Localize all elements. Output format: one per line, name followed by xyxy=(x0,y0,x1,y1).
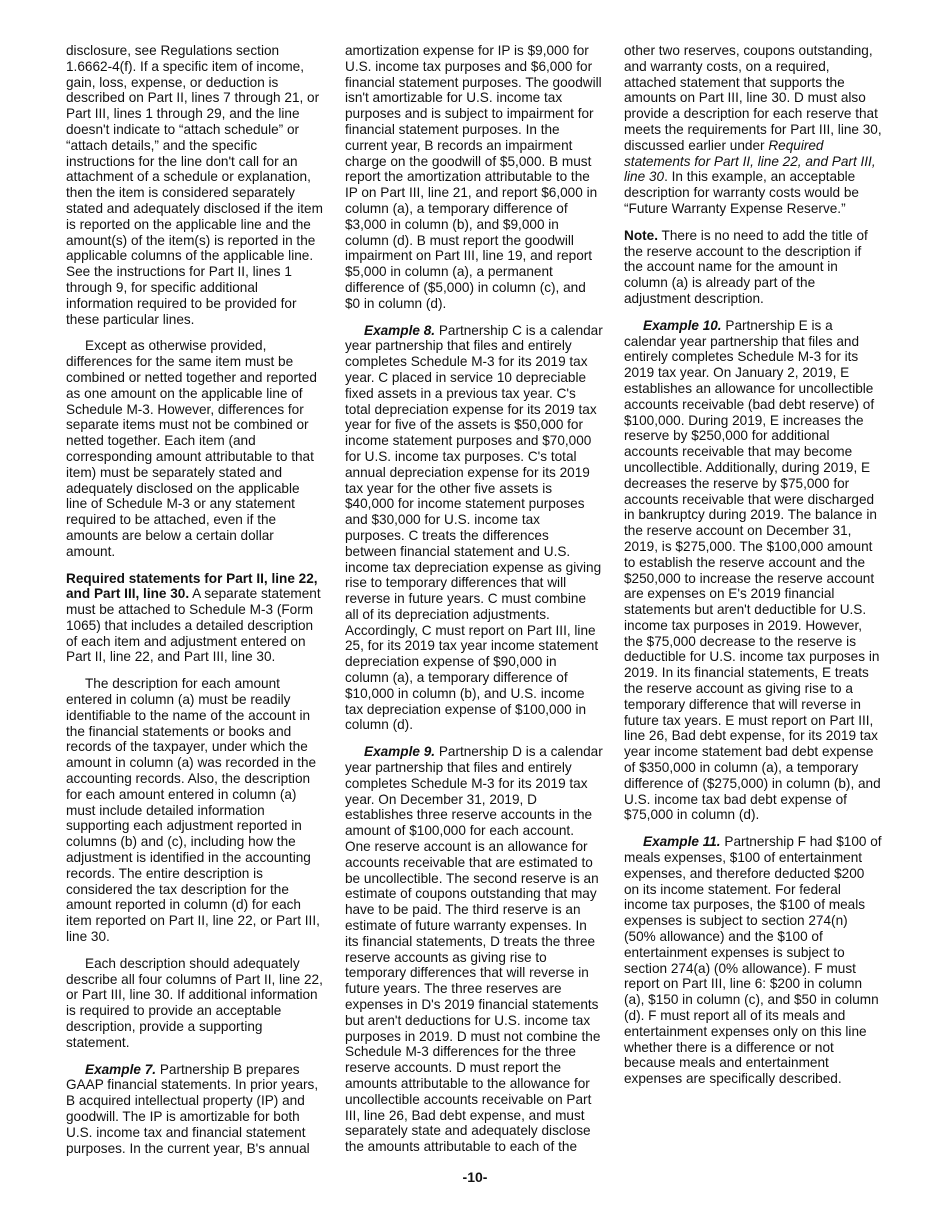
example-paragraph xyxy=(345,744,603,1155)
example-label: Example 10. xyxy=(643,317,722,333)
paragraph-text: Partnership E is a calendar year partnership that files and entirely completes Schedule M-3 for its 2019 tax year. On January 2, 2019, E establishes an allowance for uncollectible accounts receivable (bad debt reserve) of $100,000. During 2019, E increases the reserve by $250,000 for additional accounts receivable that may become uncollectible. Additionally, during 2019, E decreases the reserve by $75,000 for accounts receivable that were discharged in bankruptcy during 2019. The balance in the reserve account on December 31, 2019, is $275,000. The $100,000 amount to establish the reserve account and the $250,000 to increase the reserve account are expenses on E's 2019 financial statements but aren't deductible for U.S. income tax purposes in 2019. However, the $75,000 decrease to the reserve is deductible for U.S. income tax purposes in 2019. In its financial statements, E treats the reserve account as giving rise to a temporary difference that will reverse in future tax years. E must report on Part III, line 26, Bad debt expense, for its 2019 tax year income statement bad debt expense of $350,000 in column (a), a temporary difference of ($275,000) in column (b), and U.S. income tax bad debt expense of $75,000 in column (d). xyxy=(624,317,881,823)
paragraph: amortization expense for IP is $9,000 for U.S. income tax purposes and $6,000 for financial statement purposes. The goodwill isn't amortizable for U.S. income tax purposes and is subject to impairment for financial statement purposes. In the current year, B records an impairment charge on the goodwill of $5,000. B must report the amortization attributable to the IP on Part III, line 21, and report $6,000 in column (a), a temporary difference of $3,000 in column (b), and $9,000 in column (d). B must report the goodwill impairment on Part III, line 19, and report $5,000 in column (a), a permanent difference of ($5,000) in column (c), and $0 in column (d). xyxy=(345,43,602,311)
example-label: Example 11. xyxy=(643,834,721,850)
paragraph-text: Partnership F had $100 of meals expenses, $100 of entertainment expenses, and therefore deducted $200 on its income statement. For federal income tax purposes, the $100 of meals expenses is subject to section 274(n) (50% allowance) and the $100 of entertainment expenses is subject to section 274(a) (0% allowance). F must report on Part III, line 6: $200 in column (a), $150 in column (c), and $50 in column (d). F must report all of its meals and entertainment expenses only on this line whether there is a difference or not because meals and entertainment expenses are specifically described. xyxy=(624,834,882,1087)
paragraph-text: There is no need to add the title of the reserve account to the description if the account name for the amount in column (a) is already part of the adjustment description. xyxy=(624,227,868,306)
note-label: Note. xyxy=(624,227,658,243)
paragraph: disclosure, see Regulations section 1.6662-4(f). If a specific item of income, gain, loss, expense, or deduction is described on Part II, lines 7 through 21, or Part III, lines 1 through 29, and the line doesn't indicate to “attach schedule” or “attach details,” and the specific instructions for the line don't call for an attachment of a schedule or explanation, then the item is considered separately stated and adequately disclosed if the item is reported on the applicable line and the amount(s) of the item(s) is reported in the applicable columns of the applicable line. See the instructions for Part II, lines 1 through 9, for specific additional information required to be provided for these particular lines. xyxy=(66,43,323,327)
paragraph-text: A separate statement must be attached to Schedule M-3 (Form 1065) that includes a detailed description of each item and adjustment entered on Part II, line 22, and Part III, line 30. xyxy=(66,586,321,665)
paragraph: Except as otherwise provided, differences for the same item must be combined or netted together and reported as one amount on the applicable line of Schedule M-3. However, differences for separate items must not be combined or netted together. Each item (and corresponding amount attributable to that item) must be separately stated and adequately disclosed on the applicable line of Schedule M-3 or any statement required to be attached, even if the amounts are below a certain dollar amount. xyxy=(66,338,317,559)
paragraph-text: other two reserves, coupons outstanding, and warranty costs, on a required, attached statement that supports the amounts on Part III, line 30. D must also provide a description for each reserve that meets the requirements for Part III, line 30, discussed earlier under xyxy=(624,43,882,153)
example-paragraph xyxy=(624,318,882,824)
paragraph-text: Partnership D is a calendar year partnership that files and entirely completes Schedule M-3 for its 2019 tax year. On December 31, 2019, D establishes three reserve accounts in the amount of $100,000 for each account. One reserve account is an allowance for accounts receivable that are estimated to be uncollectible. The second reserve is an estimate of coupons outstanding that may have to be paid. The third reserve is an estimate of future warranty expenses. In its financial statements, D treats the three reserve accounts as giving rise to temporary differences that will reverse in future years. The three reserves are expenses in D's 2019 financial statements but aren't deductions for U.S. income tax purposes in 2019. D must not combine the Schedule M-3 differences for the three reserve accounts. D must report the amounts attributable to the allowance for uncollectible accounts receivable on Part III, line 26, Bad debt expense, and must separately state and adequately disclose the amounts attributable to each of the xyxy=(345,744,603,1155)
text-column-right xyxy=(624,43,882,1098)
paragraph-text: Partnership B prepares GAAP financial statements. In prior years, B acquired intellectual property (IP) and goodwill. The IP is amortizable for both U.S. income tax and financial statement purposes. In the current year, B's annual xyxy=(66,1061,319,1156)
paragraph: Each description should adequately describe all four columns of Part II, line 22, or Part III, line 30. If additional information is required to provide an acceptable description, provide a supporting statement. xyxy=(66,955,323,1050)
text-column-middle xyxy=(345,43,603,1166)
paragraph-text: . In this example, an acceptable description for warranty costs would be “Future Warranty Expense Reserve.” xyxy=(624,169,859,216)
page-number: -10- xyxy=(462,1169,488,1185)
paragraph-text: Partnership C is a calendar year partnership that files and entirely completes Schedule M-3 for its 2019 tax year. C placed in service 10 depreciable fixed assets in a previous tax year. C's total depreciation expense for its 2019 tax year for five of the assets is $50,000 for income statement purposes and $70,000 for U.S. income tax purposes. C's total annual depreciation expense for its 2019 tax year for the other five assets is $40,000 for income statement purposes and $30,000 for U.S. income tax purposes. C treats the differences between financial statement and U.S. income tax depreciation expense as giving rise to temporary differences that will reverse in future years. C must combine all of its depreciation adjustments. Accordingly, C must report on Part III, line 25, for its 2019 tax year income statement depreciation expense of $90,000 in column (a), a temporary difference of $10,000 in column (b), and U.S. income tax depreciation expense of $100,000 in column (d). xyxy=(345,322,603,733)
example-label: Example 8. xyxy=(364,322,436,338)
paragraph xyxy=(66,571,324,666)
text-column-left xyxy=(66,43,324,1167)
example-paragraph xyxy=(624,834,882,1087)
paragraph xyxy=(624,43,882,217)
section-heading: Required statements for Part II, line 22, and Part III, line 30. xyxy=(66,570,318,602)
example-paragraph xyxy=(66,1062,324,1157)
note-paragraph xyxy=(624,228,882,307)
example-label: Example 7. xyxy=(85,1061,157,1077)
example-paragraph xyxy=(345,323,603,734)
paragraph: The description for each amount entered in column (a) must be readily identifiable to the name of the account in the financial statements or books and records of the taxpayer, under which the amount in column (a) was recorded in the accounting records. Also, the description for each amount entered in column (a) must include detailed information supporting each adjustment reported in columns (b) and (c), including how the adjustment is identified in the accounting records. The entire description is considered the tax description for the amount reported in column (d) for each item reported on Part II, line 22, or Part III, line 30. xyxy=(66,676,320,945)
italic-reference: Required statements for Part II, line 22, and Part III, line 30 xyxy=(624,137,876,185)
example-label: Example 9. xyxy=(364,744,436,760)
